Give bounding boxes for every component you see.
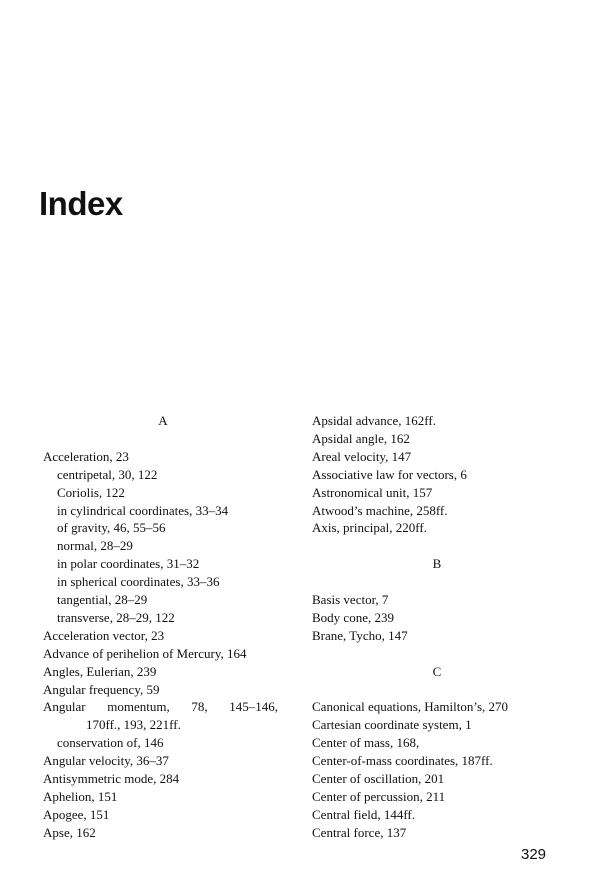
- index-subentry: in cylindrical coordinates, 33–34: [57, 502, 229, 518]
- page-title: Index: [39, 185, 123, 222]
- index-entry: Center of percussion, 211: [312, 788, 446, 804]
- index-entry: Axis, principal, 220ff.: [312, 520, 427, 536]
- index-column-left: [43, 412, 283, 842]
- index-entry: Central force, 137: [312, 824, 407, 840]
- index-entry: Angular velocity, 36–37: [43, 753, 169, 769]
- index-entry: Acceleration vector, 23: [43, 627, 165, 643]
- index-subentry: of gravity, 46, 55–56: [57, 520, 166, 536]
- index-entry: Areal velocity, 147: [312, 448, 412, 464]
- index-entry: Angles, Eulerian, 239: [43, 663, 157, 679]
- section-letter-c: C: [432, 663, 442, 679]
- index-subentry: centripetal, 30, 122: [57, 466, 158, 482]
- index-entry: Aphelion, 151: [43, 789, 118, 805]
- index-entry: Canonical equations, Hamilton’s, 270: [312, 699, 509, 715]
- index-entry: Advance of perihelion of Mercury, 164: [43, 645, 247, 661]
- index-entry: Body cone, 239: [312, 609, 394, 625]
- index-entry: Apogee, 151: [43, 806, 110, 822]
- index-entry: Atwood’s machine, 258ff.: [312, 502, 448, 518]
- index-subentry: conservation of, 146: [57, 735, 164, 751]
- index-entry: Basis vector, 7: [312, 592, 389, 608]
- index-entry: Angular momentum, 78, 145–146,: [43, 699, 278, 715]
- index-entry: Center-of-mass coordinates, 187ff.: [312, 753, 493, 769]
- section-letter-a: A: [158, 413, 168, 428]
- index-entry: Astronomical unit, 157: [312, 484, 433, 500]
- section-letter-b: B: [432, 556, 442, 572]
- index-column-right: [312, 412, 562, 842]
- index-subentry: Coriolis, 122: [57, 484, 125, 500]
- index-entry: Antisymmetric mode, 284: [43, 771, 180, 787]
- index-entry: Apsidal advance, 162ff.: [312, 413, 436, 428]
- page-number: 329: [521, 846, 547, 863]
- index-subentry: in spherical coordinates, 33–36: [57, 574, 220, 590]
- index-entry: Apse, 162: [43, 824, 96, 840]
- index-entry-continuation: 170ff., 193, 221ff.: [86, 717, 181, 733]
- index-subentry: in polar coordinates, 31–32: [57, 556, 200, 572]
- index-entry: Center of oscillation, 201: [312, 771, 445, 787]
- index-subentry: transverse, 28–29, 122: [57, 609, 175, 625]
- index-entry: Central field, 144ff.: [312, 806, 416, 822]
- index-entry: Apsidal angle, 162: [312, 430, 410, 446]
- index-entry: Center of mass, 168,: [312, 735, 420, 751]
- index-subentry: tangential, 28–29: [57, 592, 148, 608]
- index-entry: Brane, Tycho, 147: [312, 627, 408, 643]
- index-entry: Angular frequency, 59: [43, 681, 160, 697]
- index-entry: Associative law for vectors, 6: [312, 466, 467, 482]
- index-entry: Acceleration, 23: [43, 448, 129, 464]
- index-entry: Cartesian coordinate system, 1: [312, 717, 472, 733]
- index-subentry: normal, 28–29: [57, 538, 133, 554]
